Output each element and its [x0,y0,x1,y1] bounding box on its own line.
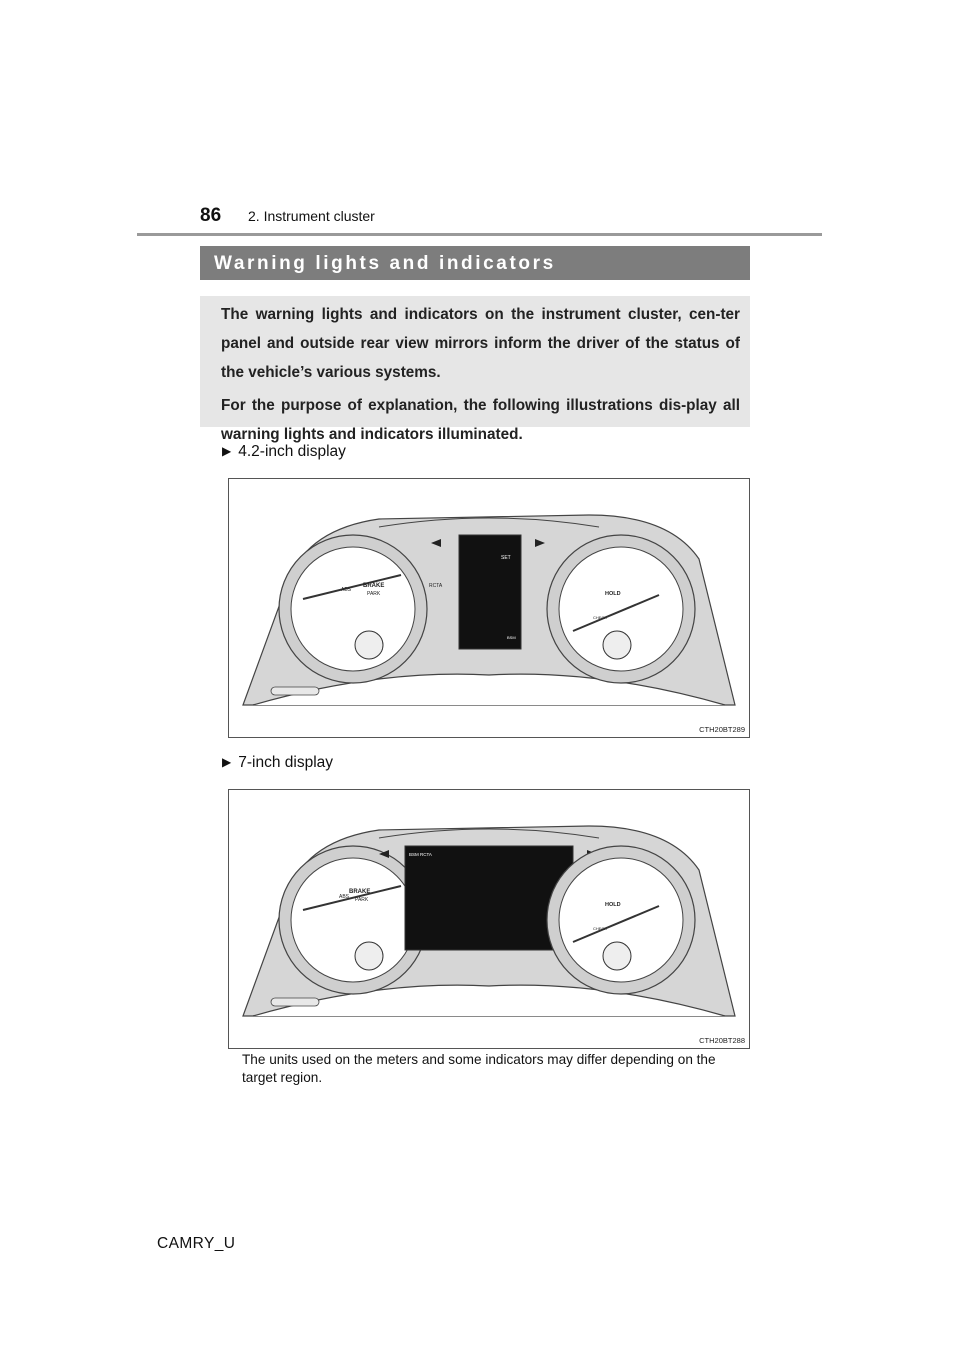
cluster-illustration-4-2-inch [228,478,750,738]
abs-indicator: ABS [339,894,350,900]
abs-indicator: ABS [341,587,352,593]
bsm-indicator: BSM [507,635,516,640]
cluster-drawing [229,479,749,737]
figure-1-label: 4.2-inch display [238,443,346,460]
header-rule [137,233,822,236]
figure-1-caption [222,443,346,461]
figure-2-code: CTH20BT288 [699,1036,745,1045]
cluster-illustration-7-inch [228,789,750,1049]
check-indicator: CHECK [593,615,608,620]
hold-indicator: HOLD [605,591,621,597]
figure-2-label: 7-inch display [238,754,334,771]
intro-box [200,296,750,443]
cluster-drawing [229,790,749,1048]
intro-paragraph-1: The warning lights and indicators on the instrument cluster, cen-ter panel and outside rear view mirrors inform the driver of the status of the vehicle’s various systems. [221,306,740,381]
arrow-right-icon: ▶ [222,444,232,458]
park-indicator: PARK [355,897,369,903]
set-indicator: SET [501,555,511,561]
rcta-indicator: RCTA [420,852,432,857]
check-indicator: CHECK [593,926,608,931]
park-indicator: PARK [367,591,381,597]
region-note: The units used on the meters and some indicators may differ depending on the target region. [242,1052,716,1085]
bsm-indicator: BSM [409,852,419,857]
page-number: 86 [200,205,222,226]
intro-paragraph-2: For the purpose of explanation, the following illustrations dis-play all warning lights and indicators illuminated. [221,397,740,443]
page-title: Warning lights and indicators [200,246,750,280]
hold-indicator: HOLD [605,902,621,908]
rcta-indicator: RCTA [429,583,443,589]
brake-indicator: BRAKE [349,889,371,895]
arrow-right-icon: ▶ [222,755,232,769]
brake-indicator: BRAKE [363,583,385,589]
figure-2-caption [222,754,333,772]
section-title: 2. Instrument cluster [248,208,375,224]
figure-1-code: CTH20BT289 [699,725,745,734]
footer-model: CAMRY_U [157,1235,236,1252]
